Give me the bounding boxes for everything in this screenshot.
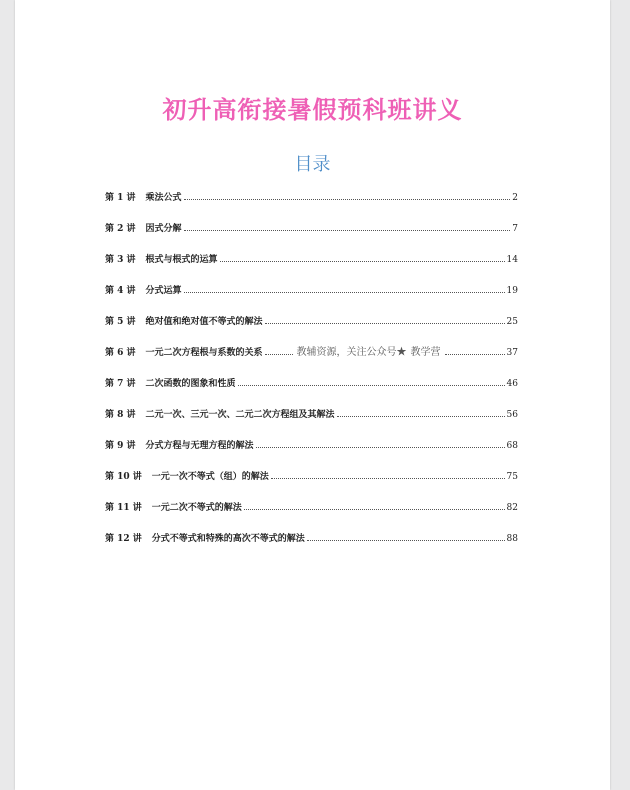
toc-entry-title: 一元二次方程根与系数的关系 — [145, 348, 263, 358]
toc-entry[interactable] — [105, 526, 518, 544]
toc-entry-page: 75 — [506, 472, 518, 482]
watermark-text-brand: 教学营 — [410, 347, 441, 358]
dot-leader — [271, 478, 505, 479]
toc-entry-title: 分式不等式和特殊的高次不等式的解法 — [151, 534, 305, 544]
toc-entry-number: 第 8 讲 — [105, 410, 136, 420]
toc-entry-number: 第 2 讲 — [105, 224, 136, 234]
toc-entry[interactable] — [105, 247, 518, 265]
toc-entry-title: 二次函数的图象和性质 — [145, 379, 236, 389]
dot-leader — [256, 447, 505, 448]
toc-entry-number: 第 6 讲 — [105, 348, 136, 358]
toc-entry-number: 第 9 讲 — [105, 441, 136, 451]
toc-entry-number: 第 7 讲 — [105, 379, 136, 389]
toc-entry-number: 第 4 讲 — [105, 286, 136, 296]
toc-entry-title: 分式运算 — [145, 286, 182, 296]
toc-entry-number: 第 12 讲 — [105, 534, 142, 544]
dot-leader — [307, 540, 505, 541]
document-page — [15, 0, 610, 790]
toc-entry-number: 第 11 讲 — [105, 503, 142, 513]
dot-leader — [337, 416, 505, 417]
toc-entry-title: 一元一次不等式（组）的解法 — [151, 472, 269, 482]
toc-entry-page: 68 — [506, 441, 518, 451]
toc-entry-number: 第 5 讲 — [105, 317, 136, 327]
toc-entry[interactable] — [105, 185, 518, 203]
toc-entry-number: 第 10 讲 — [105, 472, 142, 482]
watermark-text: 教辅资源，关注公众号★ — [296, 347, 407, 358]
toc-entry-title: 绝对值和绝对值不等式的解法 — [145, 317, 263, 327]
toc-entry-title: 乘法公式 — [145, 193, 182, 203]
toc-entry-page: 14 — [506, 255, 518, 265]
toc-entry[interactable] — [105, 464, 518, 482]
toc-entry-title: 二元一次、三元一次、二元二次方程组及其解法 — [145, 410, 335, 420]
dot-leader — [445, 354, 505, 355]
dot-leader — [184, 292, 505, 293]
dot-leader — [220, 261, 505, 262]
dot-leader — [184, 199, 511, 200]
toc-entry-page: 56 — [506, 410, 518, 420]
toc-entry-number: 第 1 讲 — [105, 193, 136, 203]
toc-entry-title: 因式分解 — [145, 224, 182, 234]
toc-entry-page: 7 — [512, 224, 518, 234]
toc-entry-page: 37 — [506, 348, 518, 358]
dot-leader — [184, 230, 511, 231]
toc-entry[interactable] — [105, 278, 518, 296]
toc-entry-title: 分式方程与无理方程的解法 — [145, 441, 254, 451]
toc-entry-page: 25 — [506, 317, 518, 327]
toc-entry[interactable] — [105, 495, 518, 513]
toc-entry[interactable] — [105, 371, 518, 389]
dot-leader — [244, 509, 505, 510]
toc-heading: 目录 — [294, 154, 331, 175]
dot-leader — [265, 354, 293, 355]
toc-entry-page: 46 — [506, 379, 518, 389]
toc-entry[interactable] — [105, 216, 518, 234]
toc-entry[interactable] — [105, 309, 518, 327]
toc-entry-number: 第 3 讲 — [105, 255, 136, 265]
toc-entry-page: 2 — [512, 193, 518, 203]
toc-entry-page: 88 — [506, 534, 518, 544]
dot-leader — [238, 385, 505, 386]
document-title: 初升高衔接暑假预科班讲义 — [162, 95, 463, 124]
toc-entry-page: 19 — [506, 286, 518, 296]
toc-entry-title: 一元二次不等式的解法 — [151, 503, 242, 513]
toc-entry[interactable] — [105, 402, 518, 420]
toc-entry-page: 82 — [506, 503, 518, 513]
toc-entry[interactable] — [105, 433, 518, 451]
toc-entry-title: 根式与根式的运算 — [145, 255, 218, 265]
toc-entry[interactable] — [105, 340, 518, 358]
dot-leader — [265, 323, 505, 324]
